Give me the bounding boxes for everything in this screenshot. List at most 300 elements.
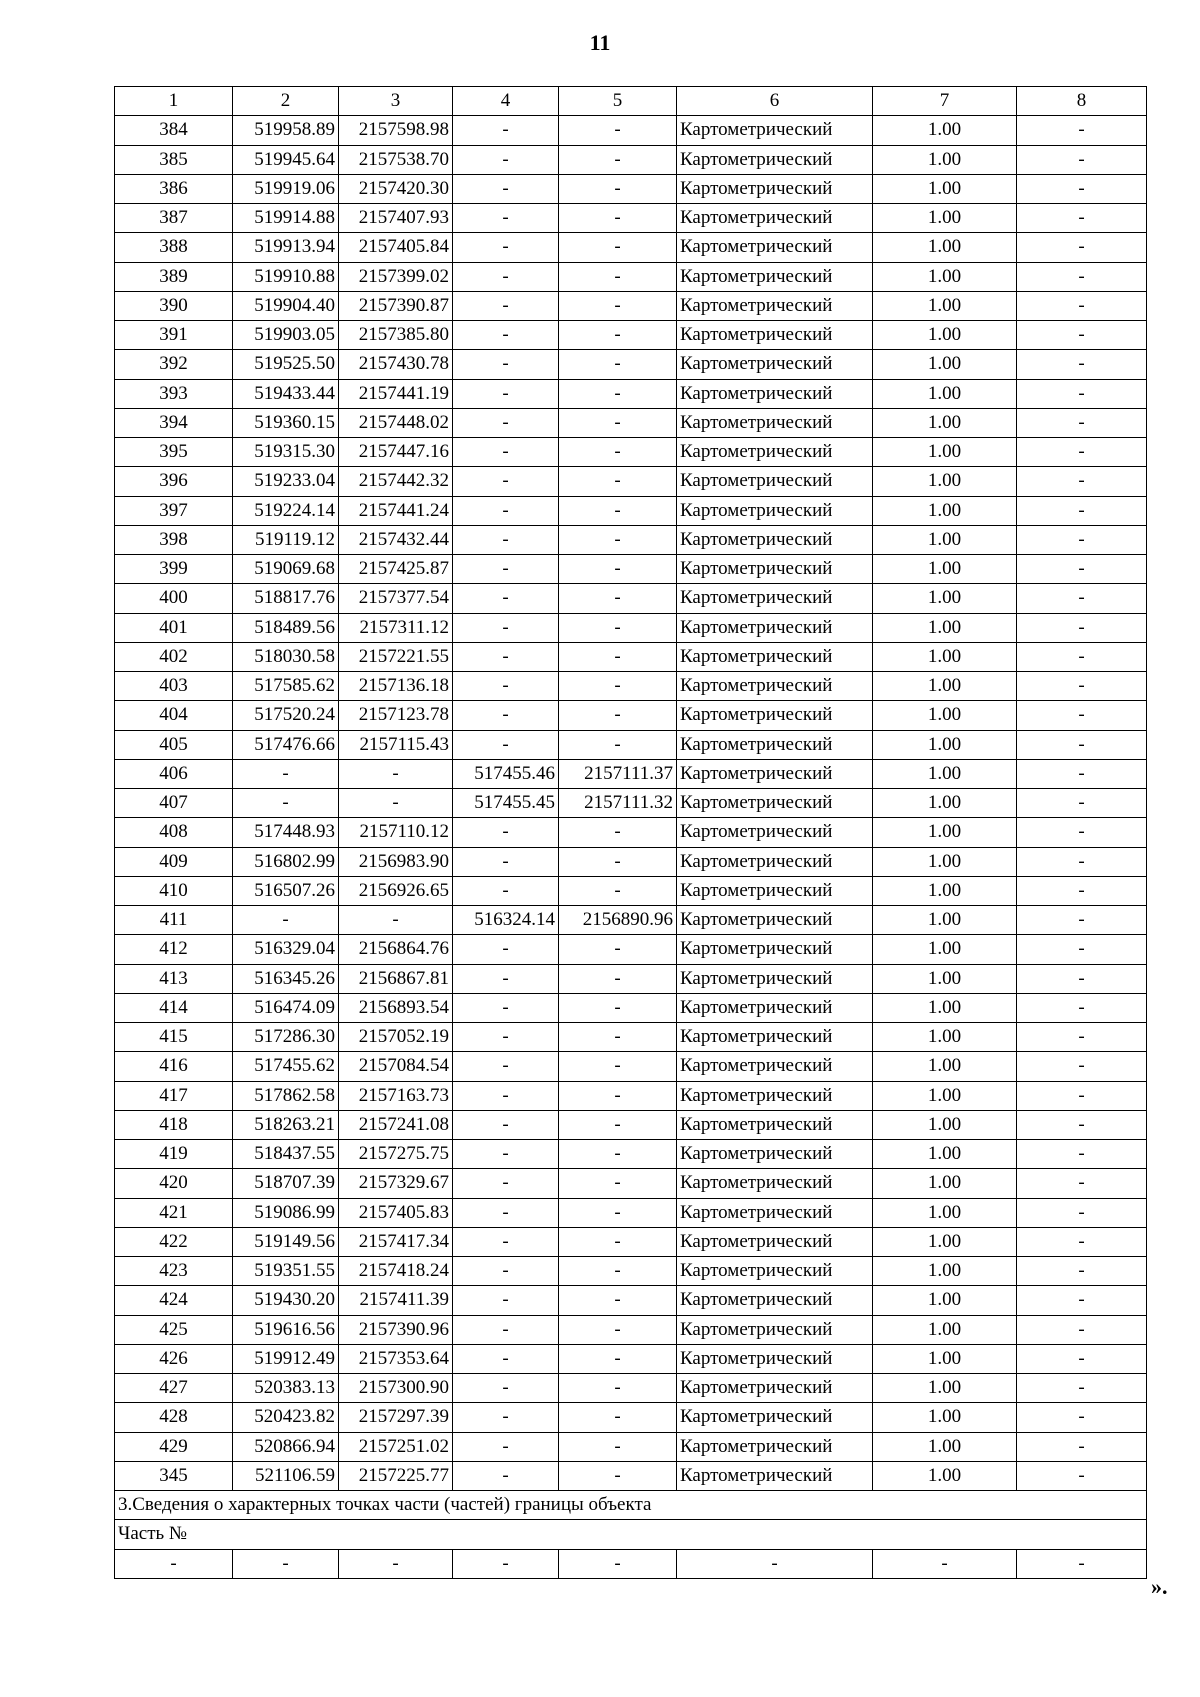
header-cell: 4 <box>453 87 559 116</box>
x-coordinate-cell: 519945.64 <box>233 145 339 174</box>
table-row <box>115 1315 1147 1344</box>
method-cell: Картометрический <box>677 555 873 584</box>
method-cell: Картометрический <box>677 350 873 379</box>
y-coordinate-cell: 2157417.34 <box>339 1227 453 1256</box>
description-cell: - <box>1017 555 1147 584</box>
x-coordinate-cell: 519616.56 <box>233 1315 339 1344</box>
x-coordinate-cell: 519233.04 <box>233 467 339 496</box>
x-coordinate-cell: 517862.58 <box>233 1081 339 1110</box>
x-coordinate-cell: 516474.09 <box>233 993 339 1022</box>
description-cell: - <box>1017 642 1147 671</box>
accuracy-cell: 1.00 <box>873 408 1017 437</box>
x-new-cell: - <box>453 1110 559 1139</box>
y-new-cell: - <box>559 233 677 262</box>
y-coordinate-cell: 2157275.75 <box>339 1140 453 1169</box>
y-coordinate-cell: 2157110.12 <box>339 818 453 847</box>
x-new-cell: - <box>453 847 559 876</box>
point-number-cell: 396 <box>115 467 233 496</box>
x-new-cell: - <box>453 1140 559 1169</box>
description-cell: - <box>1017 1169 1147 1198</box>
accuracy-cell: 1.00 <box>873 818 1017 847</box>
accuracy-cell: 1.00 <box>873 1023 1017 1052</box>
x-coordinate-cell: 520866.94 <box>233 1432 339 1461</box>
table-row <box>115 1286 1147 1315</box>
point-number-cell: 403 <box>115 672 233 701</box>
y-new-cell: - <box>559 1081 677 1110</box>
empty-cell: - <box>453 1549 559 1578</box>
method-cell: Картометрический <box>677 145 873 174</box>
y-coordinate-cell: 2157300.90 <box>339 1374 453 1403</box>
point-number-cell: 417 <box>115 1081 233 1110</box>
description-cell: - <box>1017 1052 1147 1081</box>
y-new-cell: - <box>559 1403 677 1432</box>
y-coordinate-cell: 2157405.83 <box>339 1198 453 1227</box>
point-number-cell: 398 <box>115 525 233 554</box>
accuracy-cell: 1.00 <box>873 1315 1017 1344</box>
table-row <box>115 1110 1147 1139</box>
table-row <box>115 204 1147 233</box>
x-coordinate-cell: 519958.89 <box>233 116 339 145</box>
point-number-cell: 392 <box>115 350 233 379</box>
accuracy-cell: 1.00 <box>873 438 1017 467</box>
description-cell: - <box>1017 847 1147 876</box>
x-coordinate-cell: - <box>233 789 339 818</box>
x-new-cell: - <box>453 993 559 1022</box>
y-coordinate-cell: 2157411.39 <box>339 1286 453 1315</box>
x-new-cell: - <box>453 1403 559 1432</box>
y-new-cell: - <box>559 1198 677 1227</box>
table-row <box>115 1140 1147 1169</box>
x-coordinate-cell: 519119.12 <box>233 525 339 554</box>
empty-cell: - <box>873 1549 1017 1578</box>
x-coordinate-cell: 517448.93 <box>233 818 339 847</box>
y-coordinate-cell: 2157430.78 <box>339 350 453 379</box>
table-row <box>115 847 1147 876</box>
x-coordinate-cell: 519430.20 <box>233 1286 339 1315</box>
y-new-cell: - <box>559 555 677 584</box>
method-cell: Картометрический <box>677 438 873 467</box>
accuracy-cell: 1.00 <box>873 789 1017 818</box>
method-cell: Картометрический <box>677 642 873 671</box>
method-cell: Картометрический <box>677 496 873 525</box>
x-coordinate-cell: 519903.05 <box>233 321 339 350</box>
y-coordinate-cell: 2157442.32 <box>339 467 453 496</box>
x-new-cell: - <box>453 350 559 379</box>
y-coordinate-cell: 2157399.02 <box>339 262 453 291</box>
description-cell: - <box>1017 1227 1147 1256</box>
y-new-cell: 2157111.37 <box>559 759 677 788</box>
method-cell: Картометрический <box>677 964 873 993</box>
y-new-cell: - <box>559 1257 677 1286</box>
accuracy-cell: 1.00 <box>873 555 1017 584</box>
method-cell: Картометрический <box>677 935 873 964</box>
point-number-cell: 407 <box>115 789 233 818</box>
x-coordinate-cell: 519913.94 <box>233 233 339 262</box>
accuracy-cell: 1.00 <box>873 1461 1017 1490</box>
table-row <box>115 291 1147 320</box>
y-coordinate-cell: 2157163.73 <box>339 1081 453 1110</box>
y-new-cell: - <box>559 964 677 993</box>
x-new-cell: - <box>453 613 559 642</box>
description-cell: - <box>1017 818 1147 847</box>
x-coordinate-cell: 519224.14 <box>233 496 339 525</box>
point-number-cell: 389 <box>115 262 233 291</box>
y-coordinate-cell: 2157225.77 <box>339 1461 453 1490</box>
y-new-cell: - <box>559 672 677 701</box>
description-cell: - <box>1017 174 1147 203</box>
y-new-cell: - <box>559 1110 677 1139</box>
accuracy-cell: 1.00 <box>873 993 1017 1022</box>
x-new-cell: - <box>453 1052 559 1081</box>
y-new-cell: - <box>559 584 677 613</box>
x-coordinate-cell: 516507.26 <box>233 876 339 905</box>
table-row <box>115 555 1147 584</box>
method-cell: Картометрический <box>677 672 873 701</box>
table-row <box>115 145 1147 174</box>
description-cell: - <box>1017 408 1147 437</box>
description-cell: - <box>1017 701 1147 730</box>
x-coordinate-cell: 519351.55 <box>233 1257 339 1286</box>
table-row <box>115 438 1147 467</box>
accuracy-cell: 1.00 <box>873 876 1017 905</box>
accuracy-cell: 1.00 <box>873 321 1017 350</box>
empty-cell: - <box>115 1549 233 1578</box>
y-coordinate-cell: 2157297.39 <box>339 1403 453 1432</box>
header-cell: 8 <box>1017 87 1147 116</box>
x-new-cell: - <box>453 1023 559 1052</box>
table-row <box>115 584 1147 613</box>
method-cell: Картометрический <box>677 1257 873 1286</box>
y-coordinate-cell: 2157251.02 <box>339 1432 453 1461</box>
accuracy-cell: 1.00 <box>873 1344 1017 1373</box>
y-new-cell: - <box>559 1169 677 1198</box>
x-coordinate-cell: 516345.26 <box>233 964 339 993</box>
x-coordinate-cell: 517286.30 <box>233 1023 339 1052</box>
x-coordinate-cell: 519525.50 <box>233 350 339 379</box>
description-cell: - <box>1017 1286 1147 1315</box>
description-cell: - <box>1017 613 1147 642</box>
description-cell: - <box>1017 672 1147 701</box>
x-coordinate-cell: 518489.56 <box>233 613 339 642</box>
header-cell: 3 <box>339 87 453 116</box>
table-body <box>115 87 1147 1579</box>
x-coordinate-cell: 519910.88 <box>233 262 339 291</box>
accuracy-cell: 1.00 <box>873 935 1017 964</box>
y-new-cell: - <box>559 291 677 320</box>
x-new-cell: - <box>453 467 559 496</box>
accuracy-cell: 1.00 <box>873 759 1017 788</box>
table-row <box>115 730 1147 759</box>
x-new-cell: - <box>453 262 559 291</box>
y-new-cell: - <box>559 1052 677 1081</box>
description-cell: - <box>1017 993 1147 1022</box>
y-new-cell: - <box>559 467 677 496</box>
description-cell: - <box>1017 759 1147 788</box>
y-new-cell: - <box>559 262 677 291</box>
x-coordinate-cell: 519433.44 <box>233 379 339 408</box>
point-number-cell: 426 <box>115 1344 233 1373</box>
x-new-cell: - <box>453 818 559 847</box>
point-number-cell: 421 <box>115 1198 233 1227</box>
point-number-cell: 410 <box>115 876 233 905</box>
x-new-cell: - <box>453 1374 559 1403</box>
method-cell: Картометрический <box>677 1403 873 1432</box>
table-row <box>115 993 1147 1022</box>
method-cell: Картометрический <box>677 291 873 320</box>
y-new-cell: - <box>559 1432 677 1461</box>
x-coordinate-cell: 518707.39 <box>233 1169 339 1198</box>
point-number-cell: 385 <box>115 145 233 174</box>
x-new-cell: - <box>453 321 559 350</box>
point-number-cell: 427 <box>115 1374 233 1403</box>
point-number-cell: 428 <box>115 1403 233 1432</box>
method-cell: Картометрический <box>677 1140 873 1169</box>
table-row <box>115 1081 1147 1110</box>
header-cell: 2 <box>233 87 339 116</box>
y-new-cell: 2156890.96 <box>559 906 677 935</box>
method-cell: Картометрический <box>677 730 873 759</box>
method-cell: Картометрический <box>677 1169 873 1198</box>
y-coordinate-cell: - <box>339 906 453 935</box>
method-cell: Картометрический <box>677 1461 873 1490</box>
point-number-cell: 418 <box>115 1110 233 1139</box>
description-cell: - <box>1017 438 1147 467</box>
empty-cell: - <box>1017 1549 1147 1578</box>
x-coordinate-cell: 517476.66 <box>233 730 339 759</box>
x-coordinate-cell: 519315.30 <box>233 438 339 467</box>
y-new-cell: - <box>559 730 677 759</box>
method-cell: Картометрический <box>677 789 873 818</box>
accuracy-cell: 1.00 <box>873 1052 1017 1081</box>
header-cell: 5 <box>559 87 677 116</box>
x-new-cell: - <box>453 1461 559 1490</box>
point-number-cell: 401 <box>115 613 233 642</box>
accuracy-cell: 1.00 <box>873 672 1017 701</box>
point-number-cell: 388 <box>115 233 233 262</box>
x-new-cell: - <box>453 672 559 701</box>
point-number-cell: 393 <box>115 379 233 408</box>
accuracy-cell: 1.00 <box>873 613 1017 642</box>
method-cell: Картометрический <box>677 116 873 145</box>
point-number-cell: 419 <box>115 1140 233 1169</box>
section-title-row <box>115 1491 1147 1520</box>
y-new-cell: - <box>559 993 677 1022</box>
point-number-cell: 404 <box>115 701 233 730</box>
y-coordinate-cell: - <box>339 789 453 818</box>
x-coordinate-cell: 518817.76 <box>233 584 339 613</box>
method-cell: Картометрический <box>677 993 873 1022</box>
y-coordinate-cell: 2156983.90 <box>339 847 453 876</box>
x-coordinate-cell: 518030.58 <box>233 642 339 671</box>
x-coordinate-cell: 517520.24 <box>233 701 339 730</box>
x-coordinate-cell: 519914.88 <box>233 204 339 233</box>
x-new-cell: - <box>453 1257 559 1286</box>
accuracy-cell: 1.00 <box>873 291 1017 320</box>
x-new-cell: - <box>453 525 559 554</box>
description-cell: - <box>1017 964 1147 993</box>
y-coordinate-cell: 2157407.93 <box>339 204 453 233</box>
y-coordinate-cell: 2157432.44 <box>339 525 453 554</box>
accuracy-cell: 1.00 <box>873 1286 1017 1315</box>
x-new-cell: - <box>453 438 559 467</box>
y-coordinate-cell: 2156864.76 <box>339 935 453 964</box>
description-cell: - <box>1017 789 1147 818</box>
accuracy-cell: 1.00 <box>873 262 1017 291</box>
description-cell: - <box>1017 1198 1147 1227</box>
accuracy-cell: 1.00 <box>873 467 1017 496</box>
method-cell: Картометрический <box>677 1286 873 1315</box>
empty-cell: - <box>233 1549 339 1578</box>
y-new-cell: - <box>559 496 677 525</box>
point-number-cell: 386 <box>115 174 233 203</box>
point-number-cell: 408 <box>115 818 233 847</box>
x-coordinate-cell: 516329.04 <box>233 935 339 964</box>
description-cell: - <box>1017 876 1147 905</box>
x-new-cell: - <box>453 701 559 730</box>
method-cell: Картометрический <box>677 174 873 203</box>
x-coordinate-cell: 521106.59 <box>233 1461 339 1490</box>
table-row <box>115 525 1147 554</box>
table-row <box>115 672 1147 701</box>
y-coordinate-cell: 2157329.67 <box>339 1169 453 1198</box>
x-new-cell: - <box>453 379 559 408</box>
table-row <box>115 789 1147 818</box>
x-coordinate-cell: - <box>233 906 339 935</box>
y-new-cell: - <box>559 174 677 203</box>
description-cell: - <box>1017 1374 1147 1403</box>
table-row <box>115 1052 1147 1081</box>
x-coordinate-cell: 519086.99 <box>233 1198 339 1227</box>
y-coordinate-cell: 2157221.55 <box>339 642 453 671</box>
x-coordinate-cell: 519919.06 <box>233 174 339 203</box>
description-cell: - <box>1017 1403 1147 1432</box>
x-new-cell: - <box>453 291 559 320</box>
table-row <box>115 1403 1147 1432</box>
accuracy-cell: 1.00 <box>873 1169 1017 1198</box>
point-number-cell: 397 <box>115 496 233 525</box>
x-new-cell: - <box>453 1286 559 1315</box>
y-new-cell: - <box>559 408 677 437</box>
method-cell: Картометрический <box>677 1023 873 1052</box>
point-number-cell: 405 <box>115 730 233 759</box>
y-coordinate-cell: 2157538.70 <box>339 145 453 174</box>
accuracy-cell: 1.00 <box>873 1403 1017 1432</box>
table-row <box>115 496 1147 525</box>
method-cell: Картометрический <box>677 876 873 905</box>
description-cell: - <box>1017 1110 1147 1139</box>
point-number-cell: 390 <box>115 291 233 320</box>
point-number-cell: 420 <box>115 1169 233 1198</box>
y-new-cell: - <box>559 1315 677 1344</box>
description-cell: - <box>1017 1432 1147 1461</box>
table-row <box>115 818 1147 847</box>
point-number-cell: 400 <box>115 584 233 613</box>
accuracy-cell: 1.00 <box>873 1198 1017 1227</box>
accuracy-cell: 1.00 <box>873 642 1017 671</box>
y-coordinate-cell: 2157136.18 <box>339 672 453 701</box>
table-row <box>115 116 1147 145</box>
y-new-cell: - <box>559 116 677 145</box>
method-cell: Картометрический <box>677 701 873 730</box>
x-new-cell: 517455.46 <box>453 759 559 788</box>
header-cell: 1 <box>115 87 233 116</box>
y-coordinate-cell: 2157084.54 <box>339 1052 453 1081</box>
y-coordinate-cell: 2156893.54 <box>339 993 453 1022</box>
x-new-cell: - <box>453 174 559 203</box>
x-coordinate-cell: 518437.55 <box>233 1140 339 1169</box>
method-cell: Картометрический <box>677 613 873 642</box>
table-row <box>115 467 1147 496</box>
description-cell: - <box>1017 1461 1147 1490</box>
method-cell: Картометрический <box>677 204 873 233</box>
y-new-cell: - <box>559 1227 677 1256</box>
x-coordinate-cell: 519904.40 <box>233 291 339 320</box>
accuracy-cell: 1.00 <box>873 496 1017 525</box>
x-new-cell: - <box>453 145 559 174</box>
table-row <box>115 613 1147 642</box>
accuracy-cell: 1.00 <box>873 1432 1017 1461</box>
description-cell: - <box>1017 204 1147 233</box>
description-cell: - <box>1017 233 1147 262</box>
x-new-cell: - <box>453 1344 559 1373</box>
x-new-cell: - <box>453 964 559 993</box>
table-row <box>115 701 1147 730</box>
table-row <box>115 321 1147 350</box>
x-new-cell: - <box>453 496 559 525</box>
point-number-cell: 384 <box>115 116 233 145</box>
method-cell: Картометрический <box>677 1198 873 1227</box>
empty-cell: - <box>339 1549 453 1578</box>
point-number-cell: 395 <box>115 438 233 467</box>
y-new-cell: - <box>559 613 677 642</box>
x-new-cell: - <box>453 1081 559 1110</box>
header-cell: 7 <box>873 87 1017 116</box>
accuracy-cell: 1.00 <box>873 906 1017 935</box>
point-number-cell: 409 <box>115 847 233 876</box>
x-coordinate-cell: - <box>233 759 339 788</box>
method-cell: Картометрический <box>677 1315 873 1344</box>
accuracy-cell: 1.00 <box>873 964 1017 993</box>
description-cell: - <box>1017 321 1147 350</box>
y-coordinate-cell: 2157441.19 <box>339 379 453 408</box>
x-new-cell: - <box>453 1198 559 1227</box>
coordinates-table <box>114 86 1147 1579</box>
y-coordinate-cell: 2157441.24 <box>339 496 453 525</box>
accuracy-cell: 1.00 <box>873 525 1017 554</box>
y-new-cell: - <box>559 642 677 671</box>
point-number-cell: 422 <box>115 1227 233 1256</box>
description-cell: - <box>1017 1140 1147 1169</box>
table-row <box>115 964 1147 993</box>
y-new-cell: - <box>559 321 677 350</box>
x-coordinate-cell: 520423.82 <box>233 1403 339 1432</box>
x-coordinate-cell: 519360.15 <box>233 408 339 437</box>
description-cell: - <box>1017 584 1147 613</box>
accuracy-cell: 1.00 <box>873 1257 1017 1286</box>
y-new-cell: - <box>559 935 677 964</box>
accuracy-cell: 1.00 <box>873 847 1017 876</box>
y-coordinate-cell: 2156867.81 <box>339 964 453 993</box>
description-cell: - <box>1017 525 1147 554</box>
point-number-cell: 413 <box>115 964 233 993</box>
x-coordinate-cell: 516802.99 <box>233 847 339 876</box>
point-number-cell: 424 <box>115 1286 233 1315</box>
method-cell: Картометрический <box>677 1110 873 1139</box>
y-new-cell: - <box>559 1374 677 1403</box>
y-coordinate-cell: 2157377.54 <box>339 584 453 613</box>
method-cell: Картометрический <box>677 906 873 935</box>
y-coordinate-cell: 2157598.98 <box>339 116 453 145</box>
